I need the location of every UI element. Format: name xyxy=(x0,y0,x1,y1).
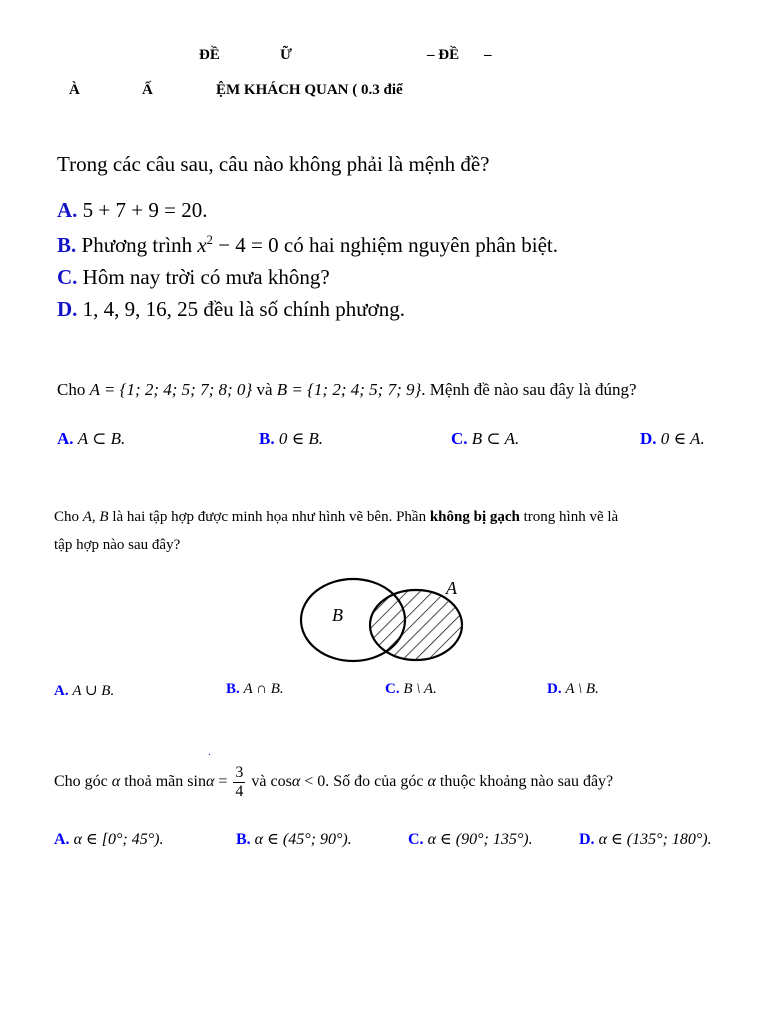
q4-option-a-label: A. xyxy=(54,831,70,848)
q4-option-d xyxy=(579,829,712,849)
q3-option-d-label: D. xyxy=(547,681,562,697)
q2-pre: Cho xyxy=(57,380,90,399)
q3-sets: A, B xyxy=(82,509,109,525)
q4-fraction-den: 4 xyxy=(235,783,244,800)
q4-option-d-text: α ∈ (135°; 180°). xyxy=(598,831,712,848)
q4-option-b-text: α ∈ (45°; 90°). xyxy=(254,831,352,848)
q2-option-a-label: A. xyxy=(57,429,74,448)
q1-option-a xyxy=(57,198,207,223)
q3-option-c-text: B \ A. xyxy=(403,681,437,697)
q1-option-b-label: B. xyxy=(57,233,77,257)
q4-mid1: thoả mãn sin xyxy=(120,773,206,791)
q3-mid: là hai tập hợp được minh họa như hình vẽ bên. Phần xyxy=(108,509,430,525)
q2-text xyxy=(57,380,637,400)
q4-option-c-text: α ∈ (90°; 135°). xyxy=(427,831,533,848)
q2-option-d-label: D. xyxy=(640,429,657,448)
q4-option-a xyxy=(54,829,163,849)
q1-option-a-label: A. xyxy=(57,198,78,222)
q1-text: Trong các câu sau, câu nào không phải là mệnh đề? xyxy=(57,152,490,176)
q2-option-a-text: A ⊂ B. xyxy=(77,429,126,448)
q3-line1 xyxy=(54,509,618,526)
q1-option-a-text: 5 + 7 + 9 = 20. xyxy=(82,198,208,222)
q2-post: . Mệnh đề nào sau đây là đúng? xyxy=(421,380,637,399)
q3-option-c xyxy=(385,681,437,698)
q1-option-b-var: x xyxy=(197,233,207,257)
venn-diagram xyxy=(296,575,471,667)
q2-option-c-text: B ⊂ A. xyxy=(471,429,520,448)
q4-fraction-num: 3 xyxy=(235,764,244,781)
q2-mid: và xyxy=(256,380,277,399)
q4-mid2b: < 0 xyxy=(300,773,326,791)
q3-option-d xyxy=(547,681,599,698)
header-line2-word-1: À xyxy=(69,82,80,98)
q4-alpha-3: α xyxy=(291,773,301,791)
q2-set-a: A = {1; 2; 4; 5; 7; 8; 0} xyxy=(89,380,253,399)
q1-option-c-text: Hôm nay trời có mưa không? xyxy=(82,265,330,289)
q4-stray-dot: . xyxy=(208,744,211,758)
q1-option-d-text: đều là số chính phương. xyxy=(198,297,405,321)
q1-option-b-pre: Phương trình xyxy=(81,233,198,257)
q4-option-c-label: C. xyxy=(408,831,424,848)
q2-option-d-text: 0 ∈ A. xyxy=(660,429,705,448)
q3-line2: tập hợp nào sau đây? xyxy=(54,537,181,553)
q1-option-d xyxy=(57,297,405,322)
q2-set-b: B = {1; 2; 4; 5; 7; 9} xyxy=(276,380,422,399)
q1-option-b-eq: − 4 = 0 xyxy=(212,233,279,257)
q2-option-d xyxy=(640,429,705,449)
q1-option-b-post: có hai nghiệm nguyên phân biệt. xyxy=(278,233,559,257)
q3-option-a xyxy=(54,681,114,700)
header-line2-word-2: Ấ xyxy=(142,82,153,98)
q4-alpha-1: α xyxy=(111,773,121,791)
header-word-3: – ĐỀ xyxy=(427,47,460,63)
q4-post: thuộc khoảng nào sau đây? xyxy=(435,773,614,791)
q3-option-a-text: A ∪ B. xyxy=(72,683,115,699)
q1-option-d-math: 1, 4, 9, 16, 25 xyxy=(82,297,199,321)
q3-option-b-text: A ∩ B. xyxy=(243,681,284,697)
q2-option-b-text: 0 ∈ B. xyxy=(278,429,324,448)
q4-option-d-label: D. xyxy=(579,831,595,848)
header-line2-word-3: ỆM KHÁCH QUAN ( 0.3 điể xyxy=(216,82,403,98)
q4-alpha-2: α xyxy=(205,773,215,791)
q2-option-b-label: B. xyxy=(259,429,275,448)
q3-pre: Cho xyxy=(54,509,83,525)
q2-option-b xyxy=(259,429,323,449)
q2-option-c-label: C. xyxy=(451,429,468,448)
q4-text: Cho góc α thoả mãn sinα = $\frac{3}{4}$ và cosα < 0. Số đo của góc α thuộc khoảng nào sau đây? xyxy=(54,764,614,800)
header-word-4: – xyxy=(484,47,492,63)
q3-option-b xyxy=(226,681,284,698)
q3-option-c-label: C. xyxy=(385,681,400,697)
q4-option-a-text: α ∈ [0°; 45°). xyxy=(73,831,164,848)
q3-bold: không bị gạch xyxy=(429,509,520,525)
q4-alpha-4: α xyxy=(427,773,436,791)
q2-option-c xyxy=(451,429,519,449)
q2-option-a xyxy=(57,429,125,449)
q3-option-d-text: A \ B. xyxy=(565,681,599,697)
venn-label-b: B xyxy=(332,605,343,625)
q1-option-c-label: C. xyxy=(57,265,78,289)
q4-mid3: . Số đo của góc xyxy=(325,773,428,791)
q4-mid2: và cos xyxy=(247,773,292,791)
q4-option-c xyxy=(408,829,533,849)
q4-option-b xyxy=(236,829,352,849)
q1-option-c xyxy=(57,265,330,290)
venn-label-a: A xyxy=(446,578,457,598)
q4-fraction xyxy=(233,765,245,800)
q3-option-b-label: B. xyxy=(226,681,240,697)
q1-option-b-exp: 2 xyxy=(206,233,213,247)
header-word-1: ĐỀ xyxy=(199,47,220,63)
q4-pre: Cho góc xyxy=(54,773,112,791)
q3-option-a-label: A. xyxy=(54,683,69,699)
q3-post: trong hình vẽ là xyxy=(519,509,619,525)
header-word-2: Ữ xyxy=(280,47,292,63)
q1-option-d-label: D. xyxy=(57,297,78,321)
q1-option-b xyxy=(57,233,558,258)
q4-option-b-label: B. xyxy=(236,831,251,848)
